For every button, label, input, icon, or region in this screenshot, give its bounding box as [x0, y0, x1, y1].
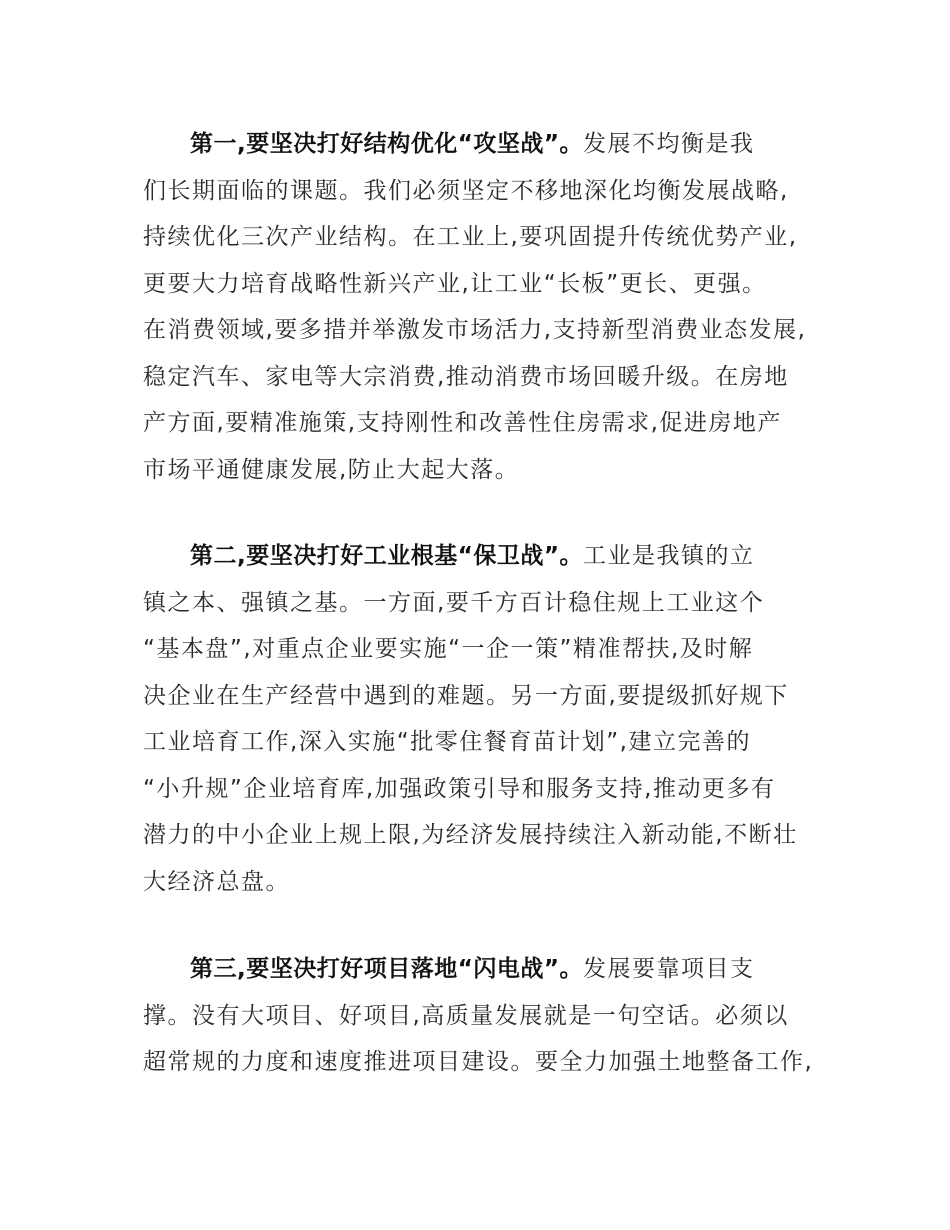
- paragraph-first-line: [143, 533, 823, 580]
- text-line: 工业是我镇的立: [582, 543, 755, 569]
- paragraph-project-landing: [143, 946, 823, 1086]
- text-line: 发展要靠项目支: [582, 956, 755, 982]
- text-line: 发展不均衡是我: [582, 131, 755, 157]
- paragraph-lead: 第一,要坚决打好结构优化“攻坚战”。: [190, 131, 583, 157]
- paragraph-structure-optimization: [143, 121, 823, 493]
- text-line: 们长期面临的课题。我们必须坚定不移地深化均衡发展战略,: [143, 177, 789, 204]
- text-line: “基本盘”,对重点企业要实施“一企一策”精准帮扶,及时解: [143, 636, 754, 662]
- paragraph-lead: 第三,要坚决打好项目落地“闪电战”。: [190, 956, 583, 982]
- text-line: 镇之本、强镇之基。一方面,要千方百计稳住规上工业这个: [143, 589, 765, 616]
- text-line: 撑。没有大项目、好项目,高质量发展就是一句空话。必须以: [143, 1002, 789, 1029]
- paragraph-first-line: [143, 946, 823, 993]
- text-line: 大经济总盘。: [143, 868, 290, 895]
- text-line: 工业培育工作,深入实施“批零住餐育苗计划”,建立完善的: [143, 729, 751, 755]
- paragraph-industry-foundation: [143, 533, 823, 905]
- text-line: “小升规”企业培育库,加强政策引导和服务支持,推动更多有: [143, 775, 776, 802]
- text-line: 潜力的中小企业上规上限,为经济发展持续注入新动能,不断壮: [143, 822, 798, 848]
- text-line: 持续优化三次产业结构。在工业上,要巩固提升传统优势产业,: [143, 224, 798, 250]
- text-line: 决企业在生产经营中遇到的难题。另一方面,要提级抓好规下: [143, 682, 789, 709]
- text-line: 在消费领域,要多措并举激发市场活力,支持新型消费业态发展,: [143, 317, 807, 343]
- paragraph-lead: 第二,要坚决打好工业根基“保卫战”。: [190, 543, 583, 569]
- paragraph-first-line: [143, 121, 823, 168]
- text-line: 产方面,要精准施策,支持刚性和改善性住房需求,促进房地产: [143, 410, 782, 436]
- text-line: 超常规的力度和速度推进项目建设。要全力加强土地整备工作,: [143, 1049, 814, 1075]
- text-line: 稳定汽车、家电等大宗消费,推动消费市场回暖升级。在房地: [143, 363, 789, 390]
- text-line: 更要大力培育战略性新兴产业,让工业“长板”更长、更强。: [143, 270, 767, 297]
- text-line: 市场平通健康发展,防止大起大落。: [143, 456, 520, 483]
